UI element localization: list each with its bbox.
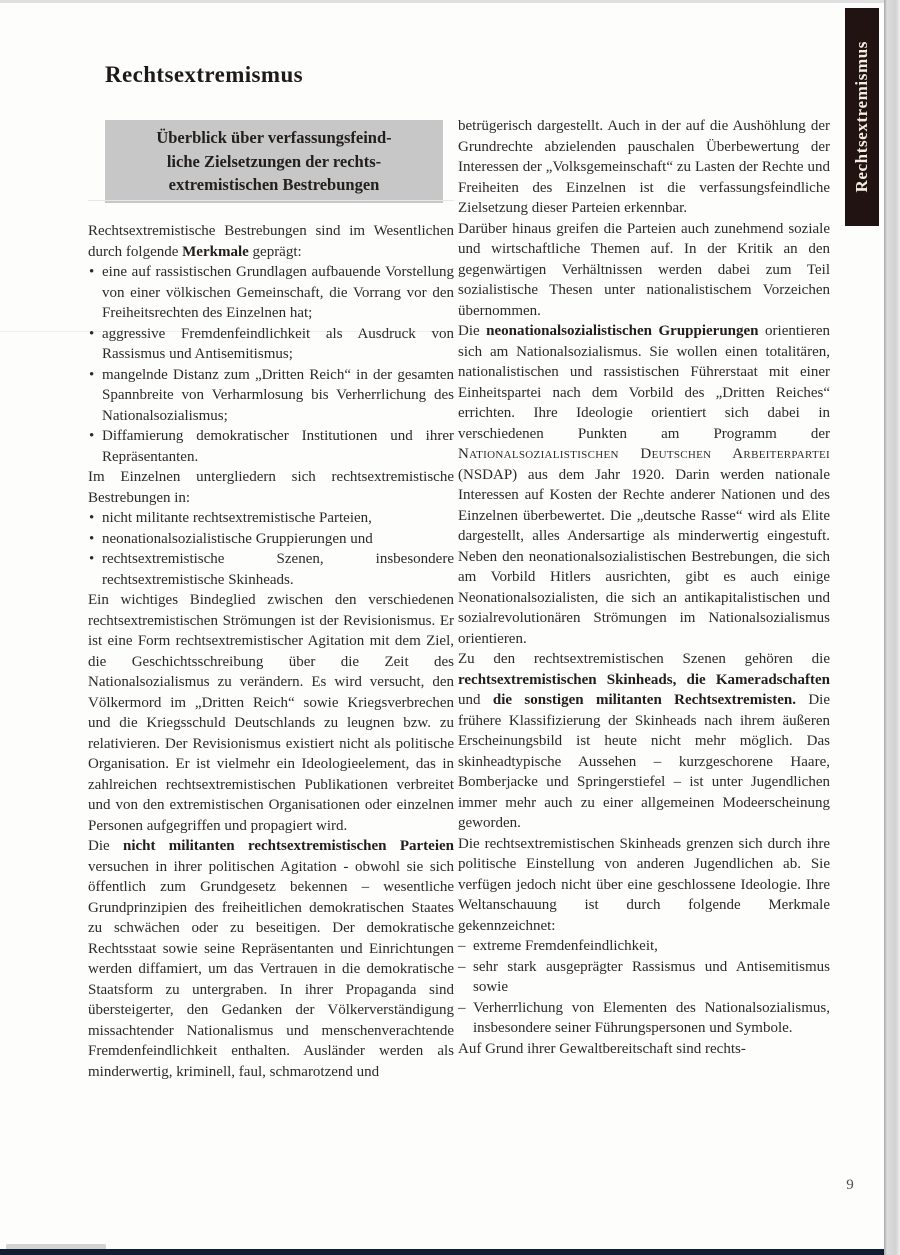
bullet-item: • neonationalsozialistische Gruppierungen und <box>88 529 454 550</box>
overview-heading-line: Überblick über verfassungsfeind- <box>156 128 392 147</box>
gewaltbereitschaft-paragraph: Auf Grund ihrer Gewaltbereitschaft sind rechts- <box>458 1040 746 1057</box>
page-title: Rechtsextremismus <box>105 62 303 87</box>
bottom-bar <box>0 1249 884 1255</box>
gliederung-bullet-list <box>88 508 454 590</box>
revisionismus-paragraph: Ein wichtiges Bindeglied zwischen den verschiedenen rechtsextremistischen Strömungen ist der Revisionismus. Er ist eine Form rechtsextremistischer Agitation mit dem Ziel, die Geschichtsschreibung über die Zeit des Nationalsozialismus zu verändern. Es wird versucht, den Völkermord im „Dritten Reich“ sowie Kriegsverbrechen und die Kriegsschuld Deutschlands zu leugnen bzw. zu relativieren. Der Revisionismus existiert nicht als politische Organisation. Er ist vielmehr ein Ideologieelement, das in zahlreichen rechtsextremistischen Publikationen verbreitet und von den extremistischen Organisationen oder einzelnen Personen aufgegriffen und propagiert wird. <box>88 592 454 834</box>
weltanschauung-dash-list <box>458 936 830 1039</box>
neonazi-gruppierungen-paragraph: Die neonationalsozialistischen Gruppierungen orientieren sich am Nationalsozialismus. Sie wollen einen totalitären, nationalistischen und rassistischen Führerstaat mit einer Einheitspartei nach dem Vorbild des „Dritten Reiches“ errichten. Ihre Ideologie orientiert sich dabei in verschiedenen Punkten am Programm der Nationalsozialistischen Deutschen Arbeiterpartei (NSDAP) aus dem Jahr 1920. Darin werden nationale Interessen auf Kosten der Rechte anderer Nationen und des Einzelnen überbewertet. Die „deutsche Rasse“ wird als Elite dargestellt, alles Andersartige als minderwertig eingestuft. Neben den neonationalsozialistischen Bestrebungen, die sich am Vorbild Hitlers ausrichten, gibt es auch einige Neonationalsozialisten, die sich an antikapitalistischen und sozialrevolutionären Strömungen im Nationalsozialismus orientieren. <box>458 323 830 647</box>
merkmale-bullet-list <box>88 262 454 467</box>
chapter-tab-label: Rechtsextremismus <box>852 41 871 193</box>
right-column <box>458 116 830 1059</box>
soziale-themen-paragraph: Darüber hinaus greifen die Parteien auch zunehmend soziale und wirtschaftliche Themen auf. In der Kritik an den gegenwärtigen Verhältnissen werden dabei zum Teil sozialistische Thesen unter nationalistischem Vorzeichen übernommen. <box>458 220 830 319</box>
dash-item: – extreme Fremdenfeindlichkeit, <box>458 936 830 957</box>
dash-item: – Verherrlichung von Elementen des Nationalsozialismus, insbesondere seiner Führungspersonen und Symbole. <box>458 998 830 1039</box>
scan-rule <box>88 200 454 201</box>
overview-heading-line: liche Zielsetzungen der rechts- <box>166 151 382 171</box>
merkmale-intro-paragraph: Rechtsextremistische Bestrebungen sind im Wesentlichen durch folgende Merkmale geprägt: <box>88 223 454 260</box>
bullet-item: • Diffamierung demokratischer Institutionen und ihrer Repräsentanten. <box>88 426 454 467</box>
bullet-item: • eine auf rassistischen Grundlagen aufbauende Vorstellung von einer völkischen Gemeinschaft, die Vorrang vor den Freiheitsrechten des Einzelnen hat; <box>88 262 454 324</box>
skinheads-paragraph: Die rechtsextremistischen Skinheads grenzen sich durch ihre politische Einstellung von anderen Jugendlichen ab. Sie verfügen jedoch nicht über eine geschlossene Ideologie. Ihre Weltanschauung ist durch folgende Merkmale gekennzeichnet: <box>458 835 830 934</box>
gliederung-intro-paragraph: Im Einzelnen untergliedern sich rechtsextremistische Bestrebungen in: <box>88 469 454 506</box>
parteien-paragraph: Die nicht militanten rechtsextremistischen Parteien versuchen in ihrer politischen Agitation - obwohl sie sich öffentlich zum Grundgesetz bekennen – wesentliche Grundprinzipien des freiheitlichen demokratischen Staates zu schwächen oder zu beseitigen. Der demokratische Rechtsstaat sowie seine Repräsentanten und Einrichtungen werden diffamiert, um das Vertrauen in die demokratische Staatsform zu untergraben. In ihrer Propaganda sind übersteigerter, den Gedanken der Völkerverständigung missachtender Nationalismus und menschenverachtende Fremdenfeindlichkeit enthalten. Ausländer werden als minderwertig, kriminell, faul, schmarotzend und <box>88 838 454 1080</box>
szenen-paragraph: Zu den rechtsextremistischen Szenen gehören die rechtsextremistischen Skinheads, die Kameradschaften und die sonstigen militanten Rechtsextremisten. Die frühere Klassifizierung der Skinheads nach ihrem äußeren Erscheinungsbild ist heute nicht mehr möglich. Das skinheadtypische Aussehen – kurzgeschorene Haare, Bomberjacke und Springerstiefel – ist unter Jugendlichen immer mehr auch zu einer allgemeinen Modeerscheinung geworden. <box>458 651 830 831</box>
bullet-item: • nicht militante rechtsextremistische Parteien, <box>88 508 454 529</box>
page-edge-shadow <box>884 0 900 1255</box>
page-number: 9 <box>846 1177 854 1193</box>
overview-heading-box <box>105 120 443 203</box>
bullet-item: • rechtsextremistische Szenen, insbesondere rechtsextremistische Skinheads. <box>88 549 454 590</box>
left-column <box>88 221 454 1082</box>
page-top-edge <box>0 0 900 3</box>
overview-heading-line: extremistischen Bestrebungen <box>168 175 380 194</box>
chapter-tab <box>845 8 879 226</box>
parteien-continuation-paragraph: betrügerisch dargestellt. Auch in der auf die Aushöhlung der Grundrechte abzielenden pauschalen Überbewertung der Interessen der „Volksgemeinschaft“ zu Lasten der Rechte und Freiheiten des Einzelnen ist die verfassungsfeindliche Zielsetzung dieser Parteien erkennbar. <box>458 118 830 216</box>
bullet-item: • aggressive Fremdenfeindlichkeit als Ausdruck von Rassismus und Antisemitismus; <box>88 324 454 365</box>
bullet-item: • mangelnde Distanz zum „Dritten Reich“ in der gesamten Spannbreite von Verharmlosung bis Verherrlichung des Nationalsozialismus; <box>88 365 454 427</box>
dash-item: – sehr stark ausgeprägter Rassismus und Antisemitismus sowie <box>458 957 830 998</box>
